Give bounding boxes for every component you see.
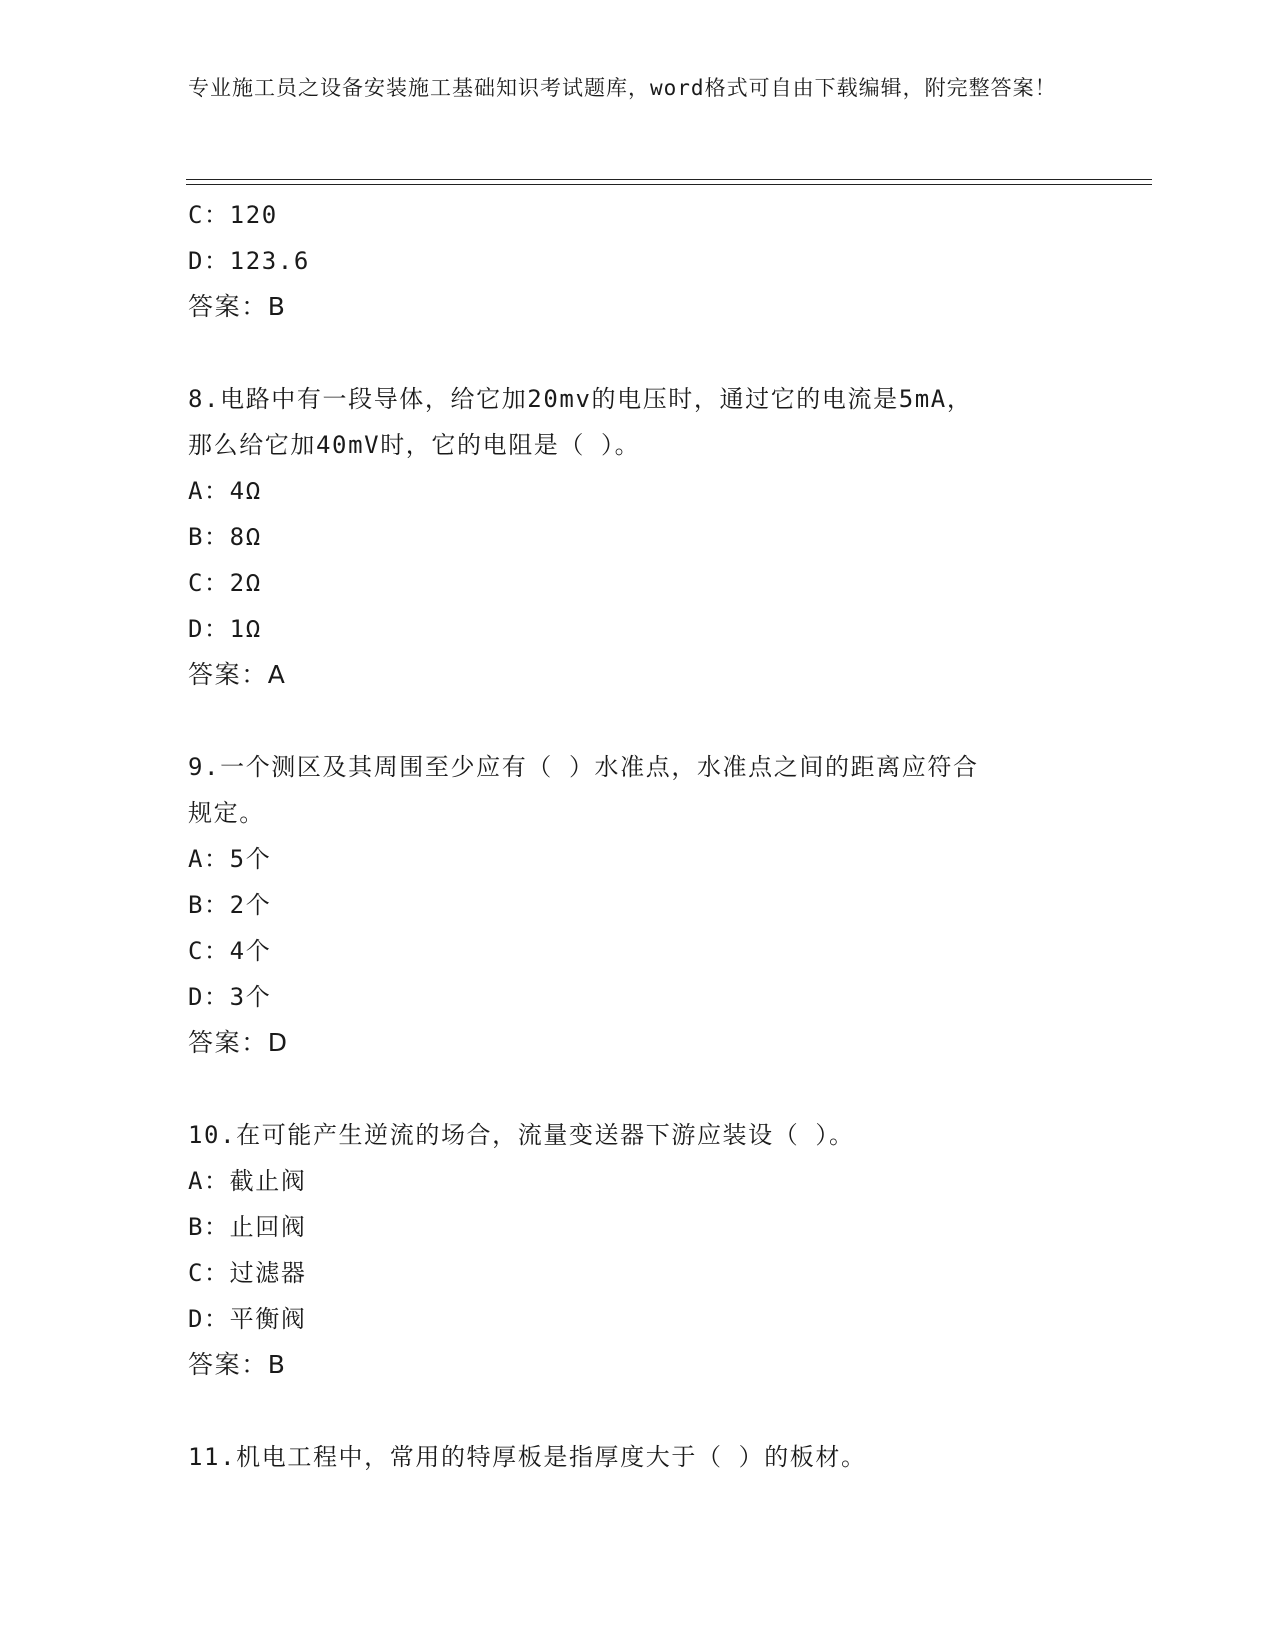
question-10-option-a: A：截止阀 bbox=[188, 1167, 307, 1195]
spacer bbox=[188, 1388, 1088, 1434]
question-10-option-c: C：过滤器 bbox=[188, 1259, 307, 1287]
spacer bbox=[188, 1066, 1088, 1112]
document-header: 专业施工员之设备安装施工基础知识考试题库，word格式可自由下载编辑，附完整答案！ bbox=[188, 76, 1057, 100]
spacer bbox=[188, 698, 1088, 744]
question-10-answer: 答案：B bbox=[188, 1350, 287, 1379]
question-8-text-line-2: 那么给它加40mV时，它的电阻是（ ）。 bbox=[188, 431, 641, 459]
spacer bbox=[188, 330, 1088, 376]
option-c: C：120 bbox=[188, 201, 278, 229]
question-8-option-c: C：2Ω bbox=[188, 569, 262, 597]
question-9-option-d: D：3个 bbox=[188, 983, 272, 1011]
question-8-text-line-1: 8.电路中有一段导体，给它加20mv的电压时，通过它的电流是5mA， bbox=[188, 385, 973, 413]
question-8-answer: 答案：A bbox=[188, 660, 287, 689]
question-9-option-c: C：4个 bbox=[188, 937, 272, 965]
question-10-option-b: B：止回阀 bbox=[188, 1213, 307, 1241]
question-9-text-line-2: 规定。 bbox=[188, 799, 265, 827]
header-divider-top bbox=[186, 179, 1152, 180]
question-10-text: 10.在可能产生逆流的场合，流量变送器下游应装设（ ）。 bbox=[188, 1121, 855, 1149]
question-9-option-b: B：2个 bbox=[188, 891, 272, 919]
question-10-option-d: D：平衡阀 bbox=[188, 1305, 307, 1333]
question-11-text: 11.机电工程中，常用的特厚板是指厚度大于（ ）的板材。 bbox=[188, 1443, 867, 1471]
question-8-option-a: A：4Ω bbox=[188, 477, 262, 505]
header-divider-bottom bbox=[186, 184, 1152, 185]
answer-line: 答案：B bbox=[188, 292, 287, 321]
question-9-option-a: A：5个 bbox=[188, 845, 272, 873]
question-9-text-line-1: 9.一个测区及其周围至少应有（ ）水准点，水准点之间的距离应符合 bbox=[188, 753, 979, 781]
question-content bbox=[188, 192, 1088, 1480]
question-8-option-b: B：8Ω bbox=[188, 523, 262, 551]
option-d: D：123.6 bbox=[188, 247, 310, 275]
question-8-option-d: D：1Ω bbox=[188, 615, 262, 643]
question-9-answer: 答案：D bbox=[188, 1028, 289, 1057]
